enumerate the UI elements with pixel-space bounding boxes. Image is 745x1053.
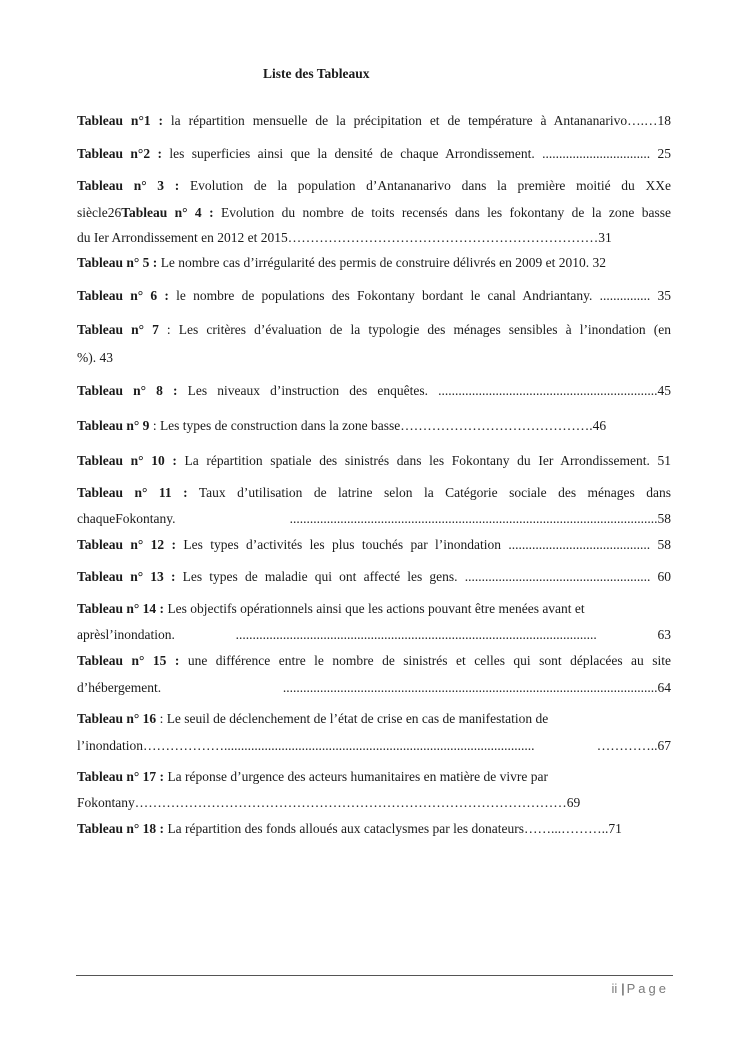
entry-label: Tableau n° 4 : (121, 205, 214, 220)
entry-text: Les types d’activités les plus touchés par l’inondation .......................................... 58 (176, 537, 671, 552)
table-entry-14[interactable] (77, 596, 671, 623)
entry-text: le nombre de populations des Fokontany bordant le canal Andriantany. ............... 35 (168, 288, 671, 303)
table-entry-17-continuation[interactable] (77, 790, 671, 817)
entry-label: Tableau n° 3 : (77, 178, 180, 193)
entry-text: aprèsl’inondation. ........................................................................................................... 63 (77, 627, 671, 642)
entry-label: Tableau n° 7 (77, 322, 159, 337)
footer-separator: | (621, 981, 625, 996)
footer-rule (76, 975, 673, 976)
table-entry-16[interactable] (77, 706, 671, 733)
entry-label: Tableau n° 18 : (77, 821, 165, 836)
table-entry-9[interactable] (77, 413, 671, 440)
entry-label: Tableau n° 5 : (77, 255, 158, 270)
page-title: Liste des Tableaux (263, 66, 370, 81)
table-entry-6[interactable] (77, 283, 671, 310)
entry-text: %). 43 (77, 350, 113, 365)
table-entry-15-continuation[interactable] (77, 675, 671, 702)
entry-text: Fokontany……………………………………………………………………………………69 (77, 795, 581, 810)
entry-label: Tableau n° 16 (77, 711, 157, 726)
entry-label: Tableau n° 11 : (77, 485, 188, 500)
entry-text: La répartition spatiale des sinistrés dans les Fokontany du Ier Arrondissement. 51 (176, 453, 671, 468)
table-entry-16-continuation[interactable] (77, 733, 671, 760)
entry-prefix: siècle26 (77, 205, 122, 220)
page-footer (611, 981, 669, 996)
table-entry-17[interactable] (77, 764, 671, 791)
entry-text: La répartition des fonds alloués aux cataclysmes par les donateurs……...………..71 (164, 821, 622, 836)
entry-label: Tableau n° 9 (77, 418, 150, 433)
entry-text: : Le seuil de déclenchement de l’état de crise en cas de manifestation de (156, 711, 549, 726)
entry-text: : Les critères d’évaluation de la typologie des ménages sensibles à l’inondation (en (158, 322, 671, 337)
entry-label: Tableau n° 10 : (77, 453, 177, 468)
entry-label: Tableau n° 13 : (77, 569, 176, 584)
table-entry-3[interactable] (77, 173, 671, 200)
entry-text: chaqueFokontany. .............................................................................................................58 (77, 511, 671, 526)
table-entry-5[interactable] (77, 250, 671, 277)
table-entry-1[interactable] (77, 108, 671, 135)
table-entry-2[interactable] (77, 141, 671, 168)
table-entry-11-continuation[interactable] (77, 506, 671, 533)
table-entry-4[interactable] (77, 200, 671, 227)
entry-text: : Les types de construction dans la zone basse…………………………………….46 (149, 418, 607, 433)
entry-text: l’inondation………………............................................................................................ …………..67 (77, 738, 671, 753)
table-entry-7[interactable] (77, 317, 671, 344)
entry-text: Les niveaux d’instruction des enquêtes. .................................................................45 (177, 383, 671, 398)
entry-label: Tableau n° 12 : (77, 537, 176, 552)
entry-text: Le nombre cas d’irrégularité des permis de construire délivrés en 2009 et 2010. 32 (157, 255, 607, 270)
entry-text: une différence entre le nombre de sinistrés et celles qui sont déplacées au site (179, 653, 671, 668)
entry-text: Les types de maladie qui ont affecté les gens. ....................................................... 60 (175, 569, 671, 584)
table-entry-15[interactable] (77, 648, 671, 675)
entry-text: du Ier Arrondissement en 2012 et 2015……………………………………………………………31 (77, 230, 612, 245)
table-entry-14-continuation[interactable] (77, 622, 671, 649)
entry-label: Tableau n°2 : (77, 146, 162, 161)
entry-text: Evolution de la population d’Antananarivo dans la première moitié du XXe (179, 178, 671, 193)
entry-text: la répartition mensuelle de la précipitation et de température à Antananarivo….…18 (163, 113, 671, 128)
table-entry-12[interactable] (77, 532, 671, 559)
page-number: ii (611, 981, 618, 996)
table-entry-13[interactable] (77, 564, 671, 591)
table-entry-7-continuation[interactable] (77, 345, 671, 372)
entry-label: Tableau n° 15 : (77, 653, 180, 668)
entry-label: Tableau n° 8 : (77, 383, 178, 398)
entry-text: Les objectifs opérationnels ainsi que les actions pouvant être menées avant et (164, 601, 585, 616)
entry-label: Tableau n° 17 : (77, 769, 165, 784)
table-entry-18[interactable] (77, 816, 671, 843)
table-entry-10[interactable] (77, 448, 671, 475)
entry-label: Tableau n° 6 : (77, 288, 169, 303)
table-entry-11[interactable] (77, 480, 671, 507)
table-entry-8[interactable] (77, 378, 671, 405)
page-word: Page (626, 981, 669, 996)
entry-text: La réponse d’urgence des acteurs humanitaires en matière de vivre par (164, 769, 549, 784)
entry-text: Taux d’utilisation de latrine selon la Catégorie sociale des ménages dans (187, 485, 671, 500)
entry-text: les superficies ainsi que la densité de chaque Arrondissement. ................................ 25 (161, 146, 671, 161)
entry-text: d’hébergement. ...............................................................................................................64 (77, 680, 671, 695)
entry-text: Evolution du nombre de toits recensés dans les fokontany de la zone basse (213, 205, 671, 220)
entry-label: Tableau n°1 : (77, 113, 164, 128)
table-entry-4-continuation[interactable] (77, 225, 671, 252)
entry-label: Tableau n° 14 : (77, 601, 165, 616)
